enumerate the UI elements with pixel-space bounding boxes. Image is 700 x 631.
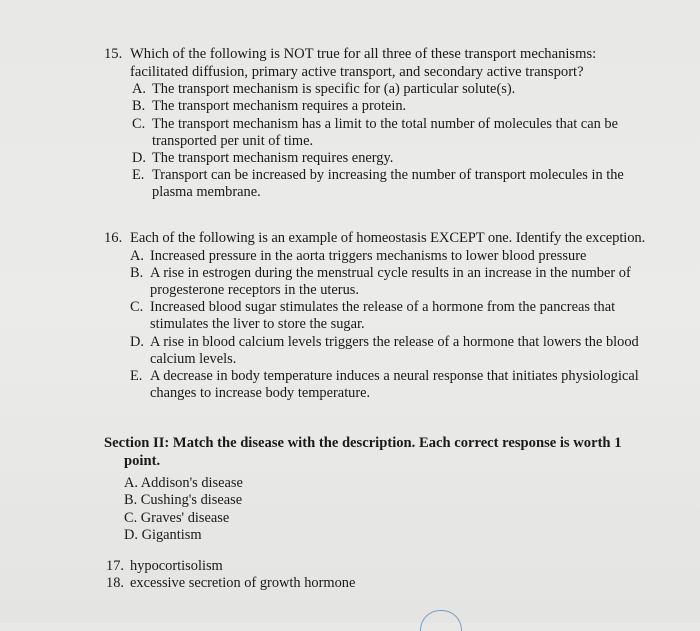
question-stem — [104, 46, 684, 81]
question-number: 16. — [104, 230, 123, 246]
stem-line: Which of the following is NOT true for all three of these transport mechanisms: — [130, 46, 597, 62]
option-a: A. The transport mechanism is specific for (a) particular solute(s). — [132, 81, 516, 98]
option-b: B. The transport mechanism requires a protein. — [132, 98, 407, 115]
question-number: 15. — [104, 46, 123, 62]
choice-item: B. Cushing's disease — [124, 492, 243, 509]
section-heading: Section II: Match the disease with the description. Each correct response is worth 1 point. — [104, 435, 622, 469]
question-15 — [104, 46, 684, 202]
question-stem — [104, 230, 684, 248]
choice-item: A. Addison's disease — [124, 475, 243, 491]
matching-item: 17. hypocortisolism — [106, 558, 223, 574]
option-d: D. A rise in blood calcium levels triggers the release of a hormone that lowers the blood calcium levels. — [130, 333, 639, 367]
paper-curl-mark — [420, 610, 462, 631]
option-a: A. Increased pressure in the aorta triggers mechanisms to lower blood pressure — [130, 247, 587, 264]
disease-choices — [124, 475, 243, 545]
stem-line: Each of the following is an example of homeostasis EXCEPT one. Identify the exception. — [130, 230, 646, 246]
option-d: D. The transport mechanism requires energy. — [132, 150, 394, 166]
option-e: E. Transport can be increased by increasing the number of transport molecules in the plasma membrane. — [132, 167, 624, 201]
stem-line: facilitated diffusion, primary active transport, and secondary active transport? — [130, 63, 584, 80]
option-e: E. A decrease in body temperature induces a neural response that initiates physiological changes to increase body temperature. — [130, 368, 639, 402]
matching-items — [106, 558, 355, 593]
question-16 — [104, 230, 684, 402]
option-b: B. A rise in estrogen during the menstrual cycle results in an increase in the number of progesterone receptors in the uterus. — [130, 264, 631, 298]
option-c: C. The transport mechanism has a limit to the total number of molecules that can be transported per unit of time. — [132, 115, 618, 149]
choice-item: C. Graves' disease — [124, 509, 230, 526]
matching-item: 18. excessive secretion of growth hormone — [106, 575, 356, 592]
choice-item: D. Gigantism — [124, 527, 202, 544]
option-c: C. Increased blood sugar stimulates the release of a hormone from the pancreas that stimulates the liver to store the sugar. — [130, 299, 616, 333]
